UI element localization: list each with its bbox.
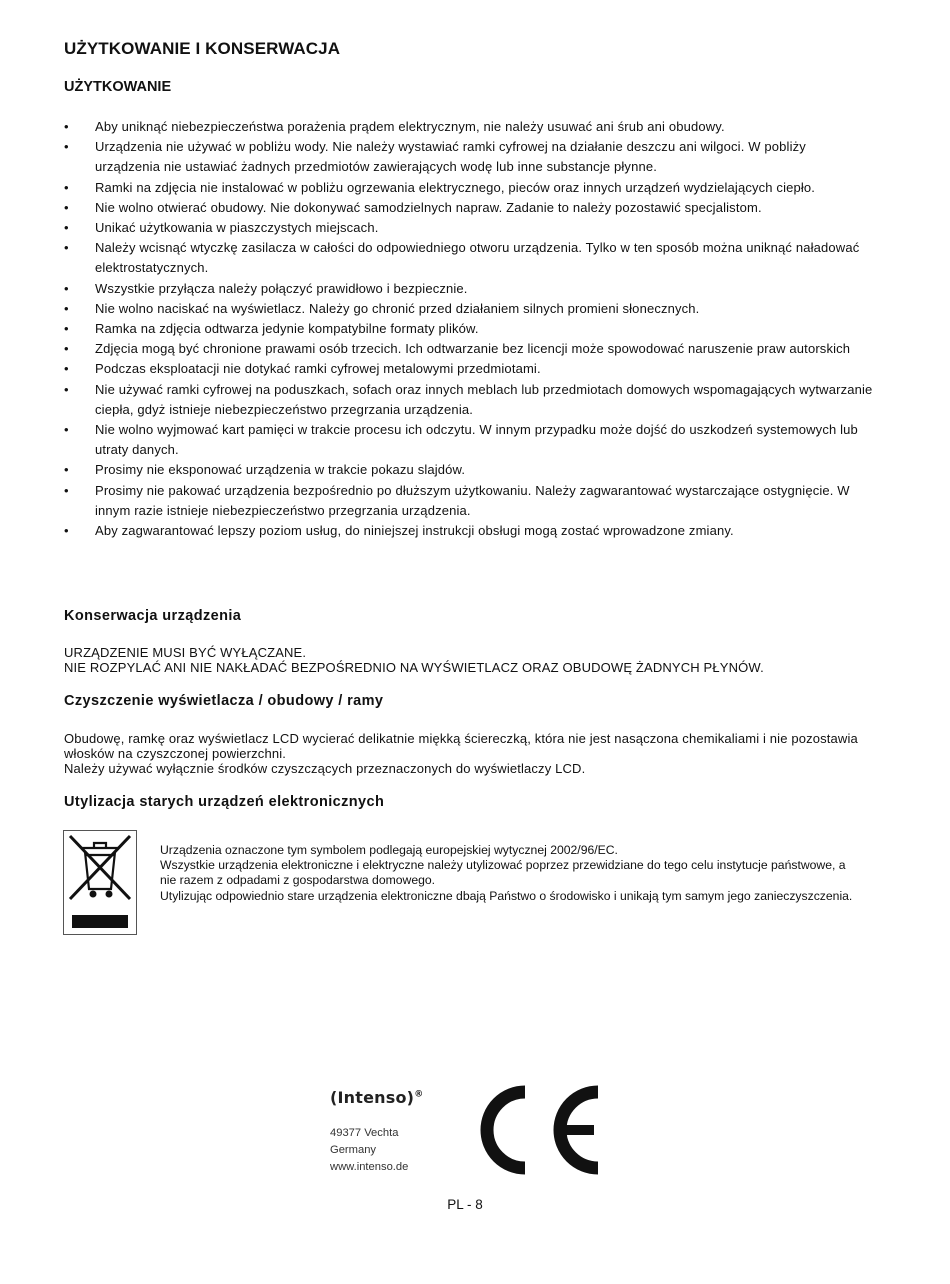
page-number: PL - 8 xyxy=(447,1197,483,1212)
usage-list-item: • Nie wolno otwierać obudowy. Nie dokonywać samodzielnych napraw. Zadanie to należy pozostawić specjalistom. xyxy=(64,198,874,218)
usage-list-item: • Zdjęcia mogą być chronione prawami osób trzecich. Ich odtwarzanie bez licencji może spowodować naruszenie praw autorskich xyxy=(64,339,874,359)
maintenance-text xyxy=(64,645,864,675)
disposal-line-2: Wszystkie urządzenia elektroniczne i elektryczne należy utylizować poprzez przewidziane do tego celu instytucje państwowe, a nie razem z odpadami z gospodarstwa domowego. xyxy=(160,858,846,888)
usage-list-item: • Nie wolno wyjmować kart pamięci w trakcie procesu ich odczytu. W innym przypadku może dojść do uszkodzeń systemowych lub utraty danych. xyxy=(64,420,874,460)
registered-mark: ® xyxy=(414,1089,424,1100)
disposal-line-3: Utylizując odpowiednio stare urządzenia elektroniczne dbają Państwo o środowisko i unikają tym samym jego zanieczyszczenia. xyxy=(160,888,853,903)
usage-heading: UŻYTKOWANIE xyxy=(64,79,172,95)
ce-mark-icon xyxy=(470,1082,606,1178)
website: www.intenso.de xyxy=(330,1161,409,1173)
disposal-line-1: Urządzenia oznaczone tym symbolem podlegają europejskiej wytycznej 2002/96/EC. xyxy=(160,843,618,857)
disposal-heading: Utylizacja starych urządzeń elektronicznych xyxy=(64,794,385,810)
usage-list-item: • Unikać użytkowania w piaszczystych miejscach. xyxy=(64,218,874,238)
usage-list-item: • Aby uniknąć niebezpieczeństwa porażenia prądem elektrycznym, nie należy usuwać ani śrub ani obudowy. xyxy=(64,117,874,137)
brand-name: (Intenso) xyxy=(330,1088,415,1107)
usage-list-item: • Należy wcisnąć wtyczkę zasilacza w całości do odpowiedniego otworu urządzenia. Tylko w ten sposób można uniknąć naładować elektrostatycznych. xyxy=(64,238,874,278)
disposal-text xyxy=(160,843,860,904)
maintenance-line-1: URZĄDZENIE MUSI BYĆ WYŁĄCZANE. xyxy=(64,645,307,660)
intenso-logo xyxy=(330,1088,450,1107)
usage-list-item: • Wszystkie przyłącza należy połączyć prawidłowo i bezpiecznie. xyxy=(64,279,874,299)
usage-list-item: • Podczas eksploatacji nie dotykać ramki cyfrowej metalowymi przedmiotami. xyxy=(64,359,874,379)
maintenance-heading: Konserwacja urządzenia xyxy=(64,608,242,624)
cleaning-line-2: Należy używać wyłącznie środków czyszczących przeznaczonych do wyświetlaczy LCD. xyxy=(64,761,586,776)
usage-list-item: • Ramki na zdjęcia nie instalować w pobliżu ogrzewania elektrycznego, pieców oraz innych urządzeń wydzielających ciepło. xyxy=(64,178,874,198)
weee-bin-icon xyxy=(63,830,137,935)
cleaning-heading: Czyszczenie wyświetlacza / obudowy / ramy xyxy=(64,693,384,709)
usage-list-item: • Prosimy nie eksponować urządzenia w trakcie pokazu slajdów. xyxy=(64,460,874,480)
usage-list-item: • Nie używać ramki cyfrowej na poduszkach, sofach oraz innych meblach lub przedmiotach domowych wspomagających wytwarzanie ciepła, gdyż istnieje niebezpieczeństwo przegrzania urządzenia. xyxy=(64,380,874,420)
manufacturer-block xyxy=(330,1088,450,1176)
usage-list-item: • Aby zagwarantować lepszy poziom usług, do niniejszej instrukcji obsługi mogą zostać wprowadzone zmiany. xyxy=(64,521,874,541)
postal-code-city: 49377 Vechta xyxy=(330,1127,399,1139)
usage-list xyxy=(64,117,874,541)
usage-list-item: • Ramka na zdjęcia odtwarza jedynie kompatybilne formaty plików. xyxy=(64,319,874,339)
manufacturer-address xyxy=(330,1125,450,1176)
page-title: UŻYTKOWANIE I KONSERWACJA xyxy=(64,39,341,58)
country: Germany xyxy=(330,1144,377,1156)
cleaning-line-1: Obudowę, ramkę oraz wyświetlacz LCD wycierać delikatnie miękką ściereczką, która nie jest nasączona chemikaliami i nie pozostawia włosków na czyszczonej powierzchni. xyxy=(64,731,858,761)
usage-list-item: • Prosimy nie pakować urządzenia bezpośrednio po dłuższym użytkowaniu. Należy zagwarantować wystarczające ostygnięcie. W innym razie istnieje niebezpieczeństwo przegrzania urządzenia. xyxy=(64,481,874,521)
maintenance-line-2: NIE ROZPYLAĆ ANI NIE NAKŁADAĆ BEZPOŚREDNIO NA WYŚWIETLACZ ORAZ OBUDOWĘ ŻADNYCH PŁYNÓW. xyxy=(64,660,764,675)
cleaning-text xyxy=(64,731,864,776)
usage-list-item: • Nie wolno naciskać na wyświetlacz. Należy go chronić przed działaniem silnych promieni słonecznych. xyxy=(64,299,874,319)
usage-list-item: • Urządzenia nie używać w pobliżu wody. Nie należy wystawiać ramki cyfrowej na działanie deszczu ani wilgoci. W pobliży urządzenia nie ustawiać żadnych przedmiotów zawierających wodę lub inne substancje płynne. xyxy=(64,137,874,177)
